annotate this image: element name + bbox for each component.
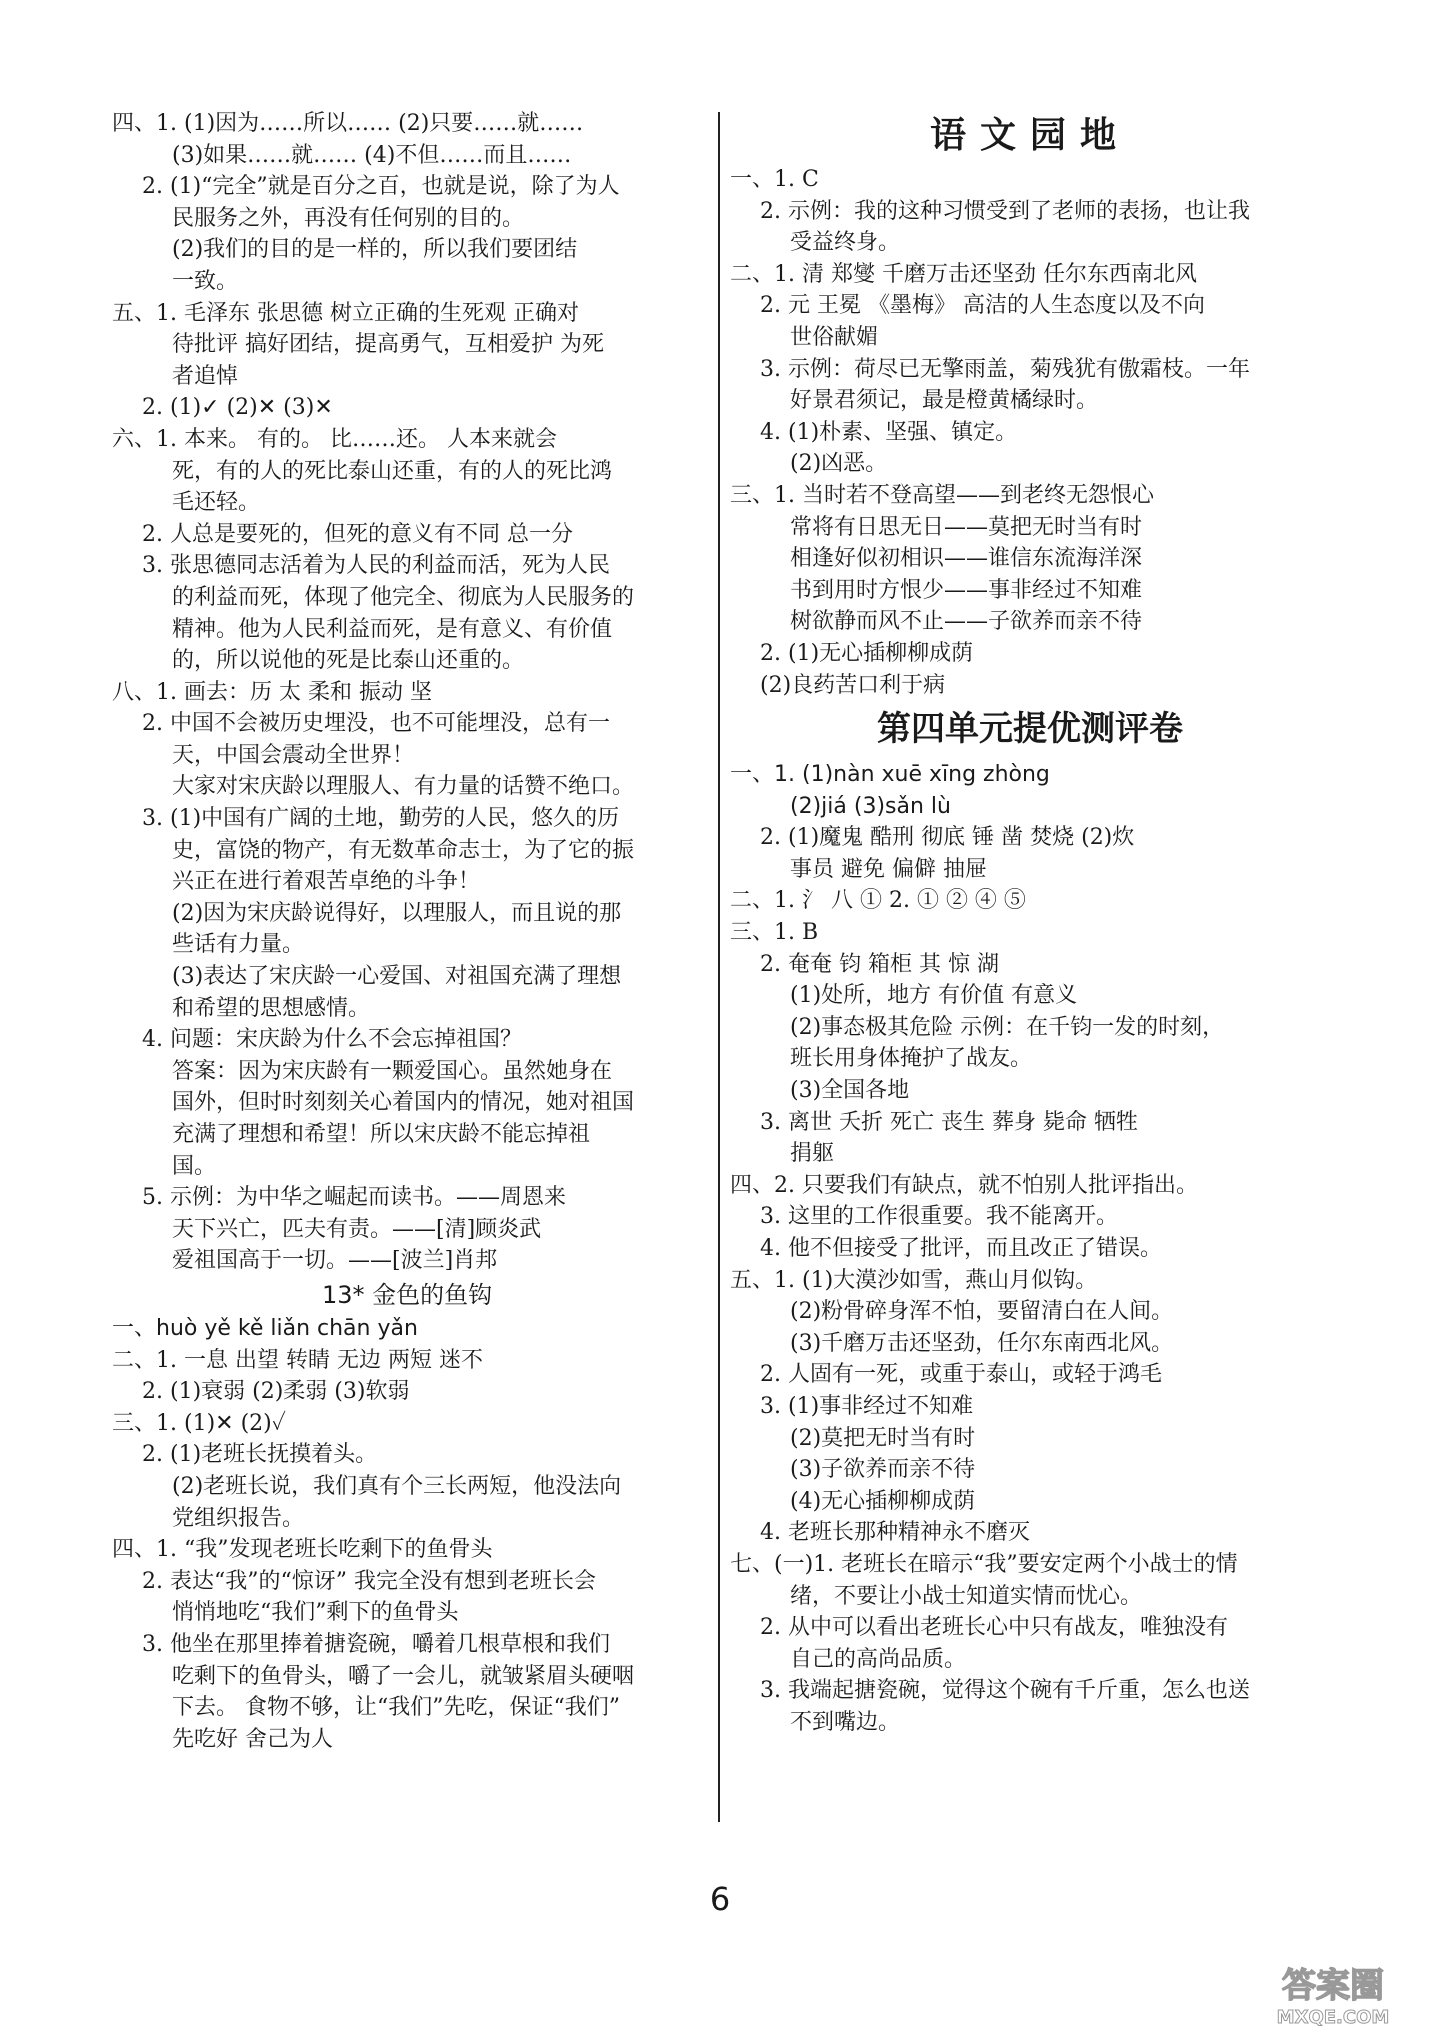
answer-line: 受益终身。 [790,230,901,256]
answer-line: 党组织报告。 [172,1505,305,1531]
answer-line: 史，富饶的物产，有无数革命志士，为了它的振 [172,837,635,863]
answer-line: 些话有力量。 [172,932,305,958]
answer-line: 一、1. C [730,167,819,192]
answer-line: 二、1. 氵 八 ① 2. ① ② ④ ⑤ [730,888,1026,914]
answer-line: (2)事态极其危险 示例：在千钧一发的时刻， [790,1014,1225,1040]
answer-line: (2)因为宋庆龄说得好，以理服人，而且说的那 [172,900,622,926]
answer-line: 2. 表达“我”的“惊讶” 我完全没有想到老班长会 [142,1568,596,1594]
answer-line: 2. 示例：我的这种习惯受到了老师的表扬，也让我 [760,198,1250,224]
answer-line: 悄悄地吃“我们”剩下的鱼骨头 [172,1600,459,1626]
answer-line: 充满了理想和希望！所以宋庆龄不能忘掉祖 [172,1122,591,1147]
answer-line: 3. 这里的工作很重要。我不能离开。 [760,1204,1118,1230]
answer-line: 2. (1)无心插柳柳成荫 [760,640,974,666]
answer-line: 班长用身体掩护了战友。 [790,1046,1033,1072]
answer-line: 2. 中国不会被历史埋没，也不可能埋没，总有一 [142,711,610,737]
answer-line: 爱祖国高于一切。——[波兰]肖邦 [172,1248,498,1274]
answer-line: 六、1. 本来。 有的。 比……还。 人本来就会 [112,426,557,452]
answer-line: 相逢好似初相识——谁信东流海洋深 [790,546,1143,572]
answer-line: 五、1. 毛泽东 张思德 树立正确的生死观 正确对 [112,300,579,326]
answer-line: 好景君须记，最是橙黄橘绿时。 [790,388,1099,414]
answer-line: 2. (1)魔鬼 酷刑 彻底 锤 凿 焚烧 (2)炊 [760,825,1135,851]
right-column [730,108,1330,1739]
answer-line: 一、1. (1)nàn xuē xīng zhòng [730,762,1050,788]
answer-line: 三、1. 当时若不登高望——到老终无怨恨心 [730,482,1154,508]
answer-line: 国。 [172,1153,217,1179]
answer-line: 八、1. 画去：历 太 柔和 振动 坚 [112,679,432,705]
section-heading: 语文园地 [929,115,1130,156]
answer-line: (3)如果……就…… (4)不但……而且…… [172,142,572,168]
left-column [112,108,712,1755]
answer-line: (2)我们的目的是一样的，所以我们要团结 [172,237,578,263]
answer-line: 和希望的思想感情。 [172,995,371,1021]
answer-line: (2)jiá (3)sǎn lù [790,793,951,819]
answer-line: (3)表达了宋庆龄一心爱国、对祖国充满了理想 [172,964,622,990]
answer-line: 四、1. (1)因为……所以…… (2)只要……就…… [112,111,584,136]
answer-line: 下去。 食物不够，让“我们”先吃，保证“我们” [172,1695,620,1721]
answer-line: 天下兴亡，匹夫有责。——[清]顾炎武 [172,1216,542,1242]
lesson-title: 13* 金色的鱼钩 [322,1280,493,1309]
answer-line: 答案：因为宋庆龄有一颗爱国心。虽然她身在 [172,1058,613,1084]
answer-line: 4. 问题：宋庆龄为什么不会忘掉祖国？ [142,1027,522,1053]
answer-line: 3. (1)中国有广阔的土地，勤劳的人民，悠久的历 [142,806,620,832]
answer-line: 的利益而死，体现了他完全、彻底为人民服务的 [172,584,635,610]
answer-line: 2. 从中可以看出老班长心中只有战友，唯独没有 [760,1615,1228,1641]
answer-line: 3. 张思德同志活着为人民的利益而活，死为人民 [142,553,610,579]
answer-line: 二、1. 一息 出望 转睛 无边 两短 迷不 [112,1347,483,1373]
answer-line: 的，所以说他的死是比泰山还重的。 [172,648,525,674]
answer-line: 吃剩下的鱼骨头，嚼了一会儿，就皱紧眉头硬咽 [172,1663,635,1689]
answer-line: (2)凶恶。 [790,451,888,477]
answer-line: 4. 老班长那种精神永不磨灭 [760,1520,1030,1546]
answer-line: 世俗献媚 [790,324,879,350]
answer-line: 3. 示例：荷尽已无擎雨盖，菊残犹有傲霜枝。一年 [760,356,1250,382]
watermark-logo [1248,1957,1418,2029]
answer-line: 3. 我端起搪瓷碗，觉得这个碗有千斤重，怎么也送 [760,1678,1250,1704]
answer-line: 5. 示例：为中华之崛起而读书。——周恩来 [142,1185,566,1211]
answer-line: 2. (1)✓ (2)✕ (3)✕ [142,395,333,421]
answer-line: 大家对宋庆龄以理服人、有力量的话赞不绝口。 [172,774,635,800]
answer-line: 不到嘴边。 [790,1709,901,1735]
answer-line: (3)子欲养而亲不待 [790,1457,976,1483]
answer-line: 二、1. 清 郑燮 千磨万击还坚劲 任尔东西南北风 [730,261,1197,287]
answer-line: 2. (1)“完全”就是百分之百，也就是说，除了为人 [142,174,620,200]
answer-line: 3. (1)事非经过不知难 [760,1393,974,1419]
answer-line: (2)良药苦口利于病 [760,672,946,698]
answer-line: 2. 人固有一死，或重于泰山，或轻于鸿毛 [760,1362,1162,1388]
answer-line: 国外，但时时刻刻关心着国内的情况，她对祖国 [172,1090,635,1116]
answer-line: 民服务之外，再没有任何别的目的。 [172,205,525,231]
answer-line: 绪，不要让小战士知道实情而忧心。 [790,1583,1143,1609]
answer-line: 兴正在进行着艰苦卓绝的斗争！ [172,869,481,895]
answer-line: (2)莫把无时当有时 [790,1425,976,1451]
answer-line: 书到用时方恨少——事非经过不知难 [790,577,1143,603]
answer-line: 一致。 [172,268,239,294]
answer-line: 待批评 搞好团结，提高勇气，互相爱护 为死 [172,332,604,358]
answer-line: 者追悼 [172,363,239,389]
answer-line: 先吃好 舍己为人 [172,1726,333,1752]
answer-line: 七、(一)1. 老班长在暗示“我”要安定两个小战士的情 [730,1551,1238,1577]
answer-line: 4. 他不但接受了批评，而且改正了错误。 [760,1236,1162,1261]
answer-line: 三、1. B [730,920,819,946]
answer-line: (4)无心插柳柳成荫 [790,1488,976,1514]
answer-line: 常将有日思无日——莫把无时当有时 [790,514,1143,540]
watermark-url: MXQE.COM [1276,2007,1390,2028]
answer-line: 精神。他为人民利益而死，是有意义、有价值 [172,616,613,642]
answer-line: 2. 元 王冕 《墨梅》 高洁的人生态度以及不向 [760,293,1205,319]
column-divider [718,112,720,1822]
watermark-text: 答案圈 [1282,1966,1384,2006]
answer-line: 自己的高尚品质。 [790,1646,967,1672]
answer-line: 五、1. (1)大漠沙如雪，燕山月似钩。 [730,1267,1098,1293]
answer-line: 毛还轻。 [172,490,261,516]
answer-line: 天，中国会震动全世界！ [172,742,415,768]
answer-line: 四、2. 只要我们有缺点，就不怕别人批评指出。 [730,1172,1198,1198]
answer-line: 死，有的人的死比泰山还重，有的人的死比鸿 [172,458,613,484]
answer-line: (2)老班长说，我们真有个三长两短，他没法向 [172,1473,622,1499]
page-number: 6 [709,1880,731,1918]
answer-line: 2. 奄奄 钧 箱柜 其 惊 湖 [760,951,999,977]
answer-line: 4. (1)朴素、坚强、镇定。 [760,419,1018,445]
answer-line: 捐躯 [790,1141,835,1167]
answer-line: 3. 离世 夭折 死亡 丧生 葬身 毙命 牺牲 [760,1109,1138,1135]
section-heading: 第四单元提优测评卷 [877,709,1183,750]
answer-line: 3. 他坐在那里捧着搪瓷碗，嚼着几根草根和我们 [142,1631,610,1657]
answer-line: 2. 人总是要死的，但死的意义有不同 总一分 [142,521,573,547]
answer-line: 三、1. (1)✕ (2)✓ [112,1410,286,1436]
answer-line: 一、huò yě kě liǎn chān yǎn [112,1315,418,1341]
answer-line: (1)处所，地方 有价值 有意义 [790,983,1078,1009]
answer-line: 四、1. “我”发现老班长吃剩下的鱼骨头 [112,1537,493,1563]
answer-line: 事员 避免 偏僻 抽屉 [790,856,987,882]
answer-line: (3)全国各地 [790,1078,910,1104]
answer-line: (3)千磨万击还坚劲，任尔东南西北风。 [790,1330,1174,1356]
answer-line: 2. (1)老班长抚摸着头。 [142,1442,378,1468]
answer-line: (2)粉骨碎身浑不怕，要留清白在人间。 [790,1299,1174,1325]
answer-line: 树欲静而风不止——子欲养而亲不待 [790,609,1143,635]
answer-line: 2. (1)衰弱 (2)柔弱 (3)软弱 [142,1379,410,1405]
